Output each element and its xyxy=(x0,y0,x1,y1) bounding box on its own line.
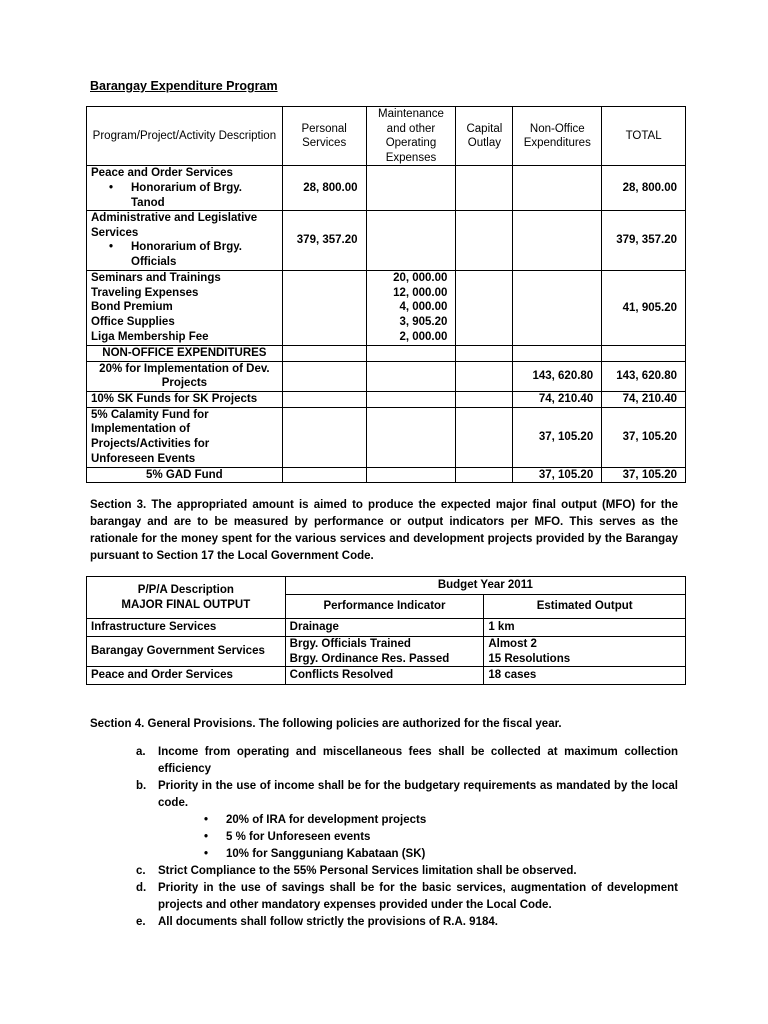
item-marker: c. xyxy=(136,865,146,877)
mfo-desc: Peace and Order Services xyxy=(87,667,286,685)
mooe-value: 2, 000.00 xyxy=(399,330,448,343)
mooe-item: Bond Premium xyxy=(91,301,173,314)
row-label: Administrative and Legislative Services xyxy=(91,212,258,239)
header-capital-outlay: Capital Outlay xyxy=(456,107,513,166)
mfo-output: 15 Resolutions xyxy=(488,652,571,665)
table-row xyxy=(87,346,686,362)
table-row xyxy=(87,391,686,407)
page-title: Barangay Expenditure Program xyxy=(90,79,278,93)
mooe-item: Liga Membership Fee xyxy=(91,330,209,343)
table-row xyxy=(87,166,686,211)
mfo-indicator: Brgy. Ordinance Res. Passed xyxy=(289,652,450,665)
item-text: Income from operating and miscellaneous fees shall be collected at maximum collection efficiency xyxy=(158,746,678,775)
mfo-indicator: Brgy. Officials Trained xyxy=(289,638,411,650)
mfo-output: Almost 2 xyxy=(488,638,537,650)
table-row xyxy=(87,619,686,637)
sub-list-item: • 5 % for Unforeseen events xyxy=(204,829,678,846)
list-item xyxy=(90,744,678,778)
sub-list-item: • 10% for Sangguniang Kabataan (SK) xyxy=(204,846,678,863)
header-total: TOTAL xyxy=(602,107,686,166)
item-marker: e. xyxy=(136,916,146,928)
cell-total: 41, 905.20 xyxy=(602,271,686,346)
cell-total: 143, 620.80 xyxy=(602,361,686,391)
cell-noe: 74, 210.40 xyxy=(513,391,602,407)
section-4-heading: Section 4. General Provisions. The following policies are authorized for the fiscal year. xyxy=(90,718,562,730)
cell-ps: 28, 800.00 xyxy=(282,166,366,211)
cell-noe: 143, 620.80 xyxy=(513,361,602,391)
mooe-item: Seminars and Trainings xyxy=(91,272,221,285)
item-marker: d. xyxy=(136,882,147,894)
mfo-output: 18 cases xyxy=(484,667,686,685)
mooe-value: 3, 905.20 xyxy=(399,315,448,328)
mfo-desc-header-line2: MAJOR FINAL OUTPUT xyxy=(121,598,251,611)
provisions-list xyxy=(90,744,678,931)
cell-total: 37, 105.20 xyxy=(602,407,686,467)
mfo-desc-header xyxy=(87,577,286,619)
sub-list-item: • 20% of IRA for development projects xyxy=(204,812,678,829)
row-label: Peace and Order Services xyxy=(91,167,233,180)
table-row xyxy=(87,407,686,467)
mooe-value: 4, 000.00 xyxy=(399,301,448,314)
mfo-desc-header-line1: P/P/A Description xyxy=(137,583,234,596)
header-personal-services: Personal Services xyxy=(282,107,366,166)
header-non-office: Non-Office Expenditures xyxy=(513,107,602,166)
row-label: 5% Calamity Fund for Implementation of Projects/Activities for Unforeseen Events xyxy=(87,407,283,467)
list-item xyxy=(90,880,678,914)
item-marker: b. xyxy=(136,780,147,792)
table-row xyxy=(87,271,686,346)
row-bullet: • Honorarium of Brgy. Tanod xyxy=(131,181,278,210)
item-text: Priority in the use of savings shall be for the basic services, augmentation of development projects and other mandatory expenses provided under the Local Code. xyxy=(158,882,678,911)
cell-ps: 379, 357.20 xyxy=(282,211,366,271)
list-item xyxy=(90,778,678,812)
mfo-table xyxy=(86,576,686,685)
item-text: Strict Compliance to the 55% Personal Services limitation shall be observed. xyxy=(158,865,577,877)
table-row xyxy=(87,637,686,667)
non-office-heading: NON-OFFICE EXPENDITURES xyxy=(87,346,283,362)
budget-year-header: Budget Year 2011 xyxy=(285,577,685,595)
row-label: 5% GAD Fund xyxy=(87,467,283,483)
cell-total: 28, 800.00 xyxy=(602,166,686,211)
mooe-item: Office Supplies xyxy=(91,315,175,328)
cell-noe: 37, 105.20 xyxy=(513,407,602,467)
output-header: Estimated Output xyxy=(484,595,686,619)
table-row xyxy=(87,667,686,685)
mfo-desc: Barangay Government Services xyxy=(87,637,286,667)
mooe-value: 20, 000.00 xyxy=(393,272,448,285)
mfo-indicator: Drainage xyxy=(285,619,484,637)
table-row xyxy=(87,361,686,391)
item-marker: a. xyxy=(136,746,146,758)
mooe-value: 12, 000.00 xyxy=(393,286,448,299)
table-row xyxy=(87,467,686,483)
section-3-paragraph: Section 3. The appropriated amount is aimed to produce the expected major final output (MFO) for the barangay and are to be measured by performance or output indicators per MFO. This serves as the rationale for the money spent for the various services and development projects provided by the Barangay pursuant to Section 17 the Local Government Code. xyxy=(90,499,678,562)
row-label: 10% SK Funds for SK Projects xyxy=(87,391,283,407)
sub-list xyxy=(90,812,678,863)
item-text: Priority in the use of income shall be for the budgetary requirements as mandated by the local code. xyxy=(158,780,678,809)
header-description: Program/Project/Activity Description xyxy=(87,107,283,166)
row-bullet: • Honorarium of Brgy. Officials xyxy=(131,240,278,269)
item-text: All documents shall follow strictly the provisions of R.A. 9184. xyxy=(158,916,498,928)
row-label: 20% for Implementation of Dev. Projects xyxy=(87,361,283,391)
list-item xyxy=(90,914,678,931)
indicator-header: Performance Indicator xyxy=(285,595,484,619)
mfo-output: 1 km xyxy=(484,619,686,637)
header-mooe: Maintenance and other Operating Expenses xyxy=(366,107,456,166)
cell-total: 74, 210.40 xyxy=(602,391,686,407)
table-row xyxy=(87,211,686,271)
list-item xyxy=(90,863,678,880)
mfo-indicator: Conflicts Resolved xyxy=(285,667,484,685)
expenditure-table xyxy=(86,106,686,483)
cell-total: 37, 105.20 xyxy=(602,467,686,483)
cell-total: 379, 357.20 xyxy=(602,211,686,271)
mfo-desc: Infrastructure Services xyxy=(87,619,286,637)
mooe-item: Traveling Expenses xyxy=(91,286,199,299)
cell-noe: 37, 105.20 xyxy=(513,467,602,483)
